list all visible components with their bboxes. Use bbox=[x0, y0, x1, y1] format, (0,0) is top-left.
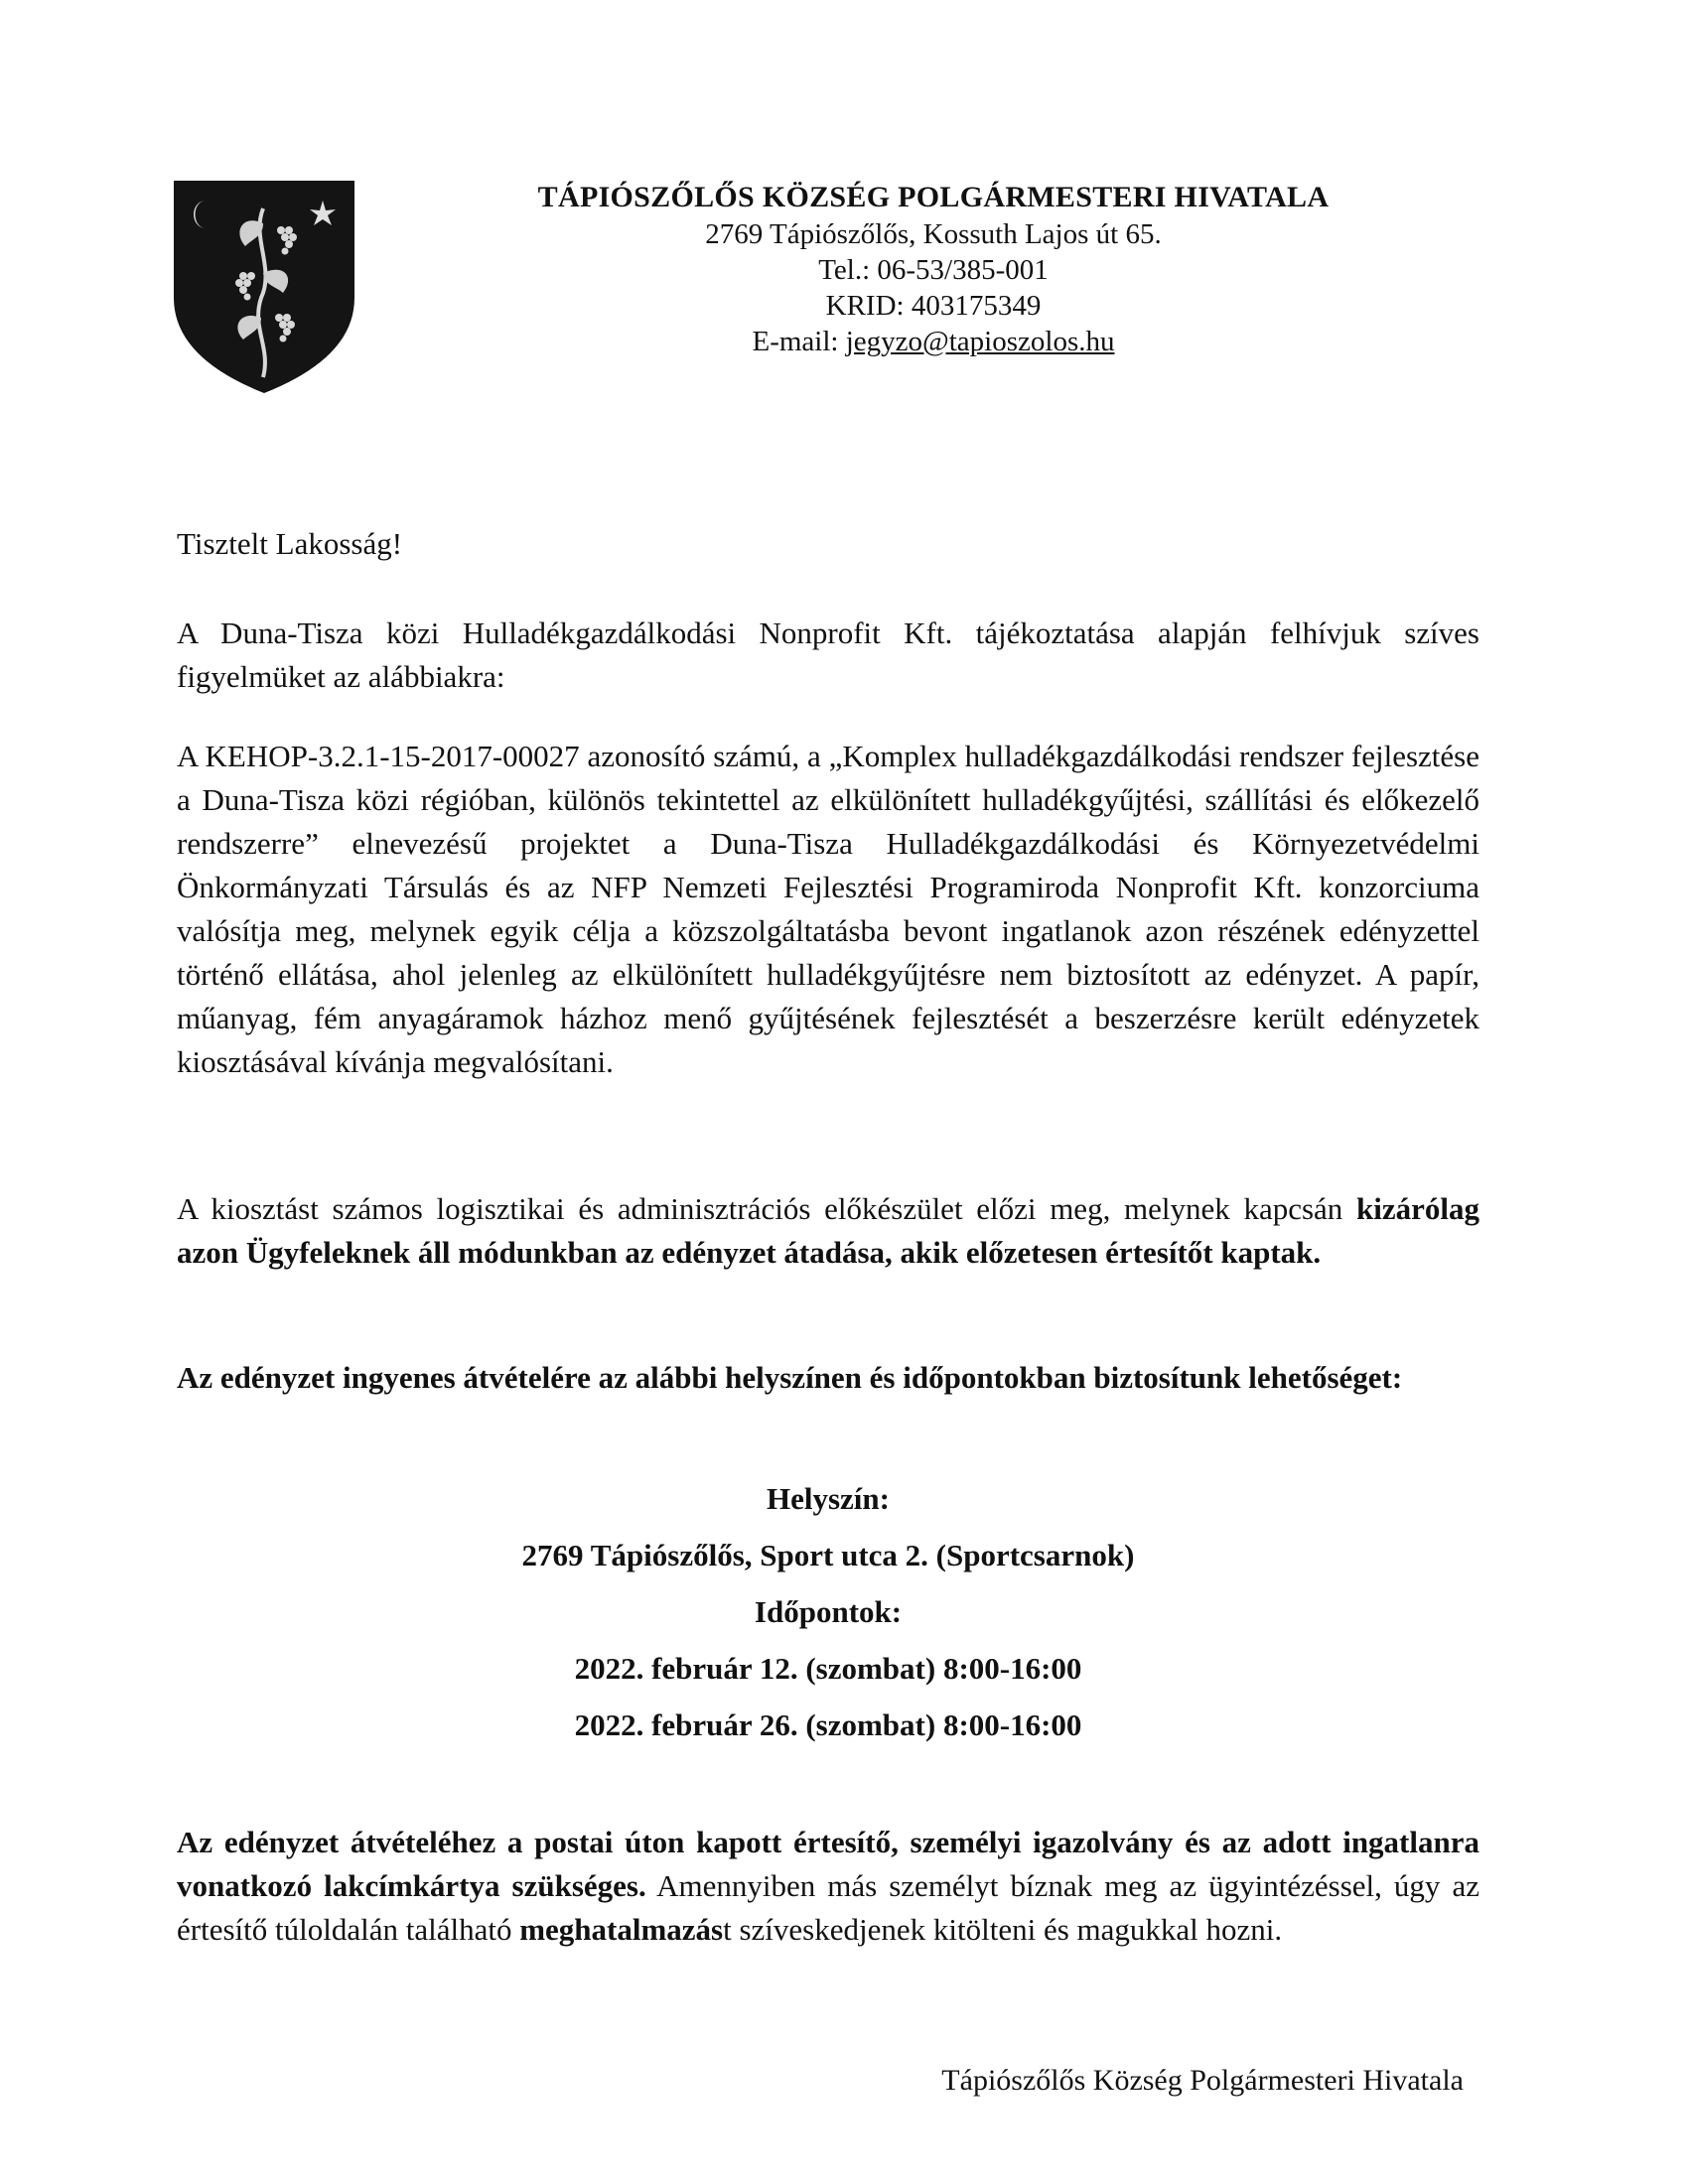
signature: Tápiószőlős Község Polgármesteri Hivatala bbox=[941, 2064, 1464, 2097]
requirements-bold-text: Az edényzet átvételéhez a postai úton kapott értesítő, személyi igazolvány és az adott ingatlanra vonatkozó lakcímkártya szükséges. bbox=[177, 1825, 1479, 1903]
location-address: 2769 Tápiószőlős, Sport utca 2. (Sportcsarnok) bbox=[521, 1538, 1135, 1572]
requirements-paragraph bbox=[177, 1821, 1479, 1952]
date-item: 2022. február 26. (szombat) 8:00-16:00 bbox=[574, 1707, 1082, 1742]
letterhead bbox=[437, 179, 1430, 359]
pickup-intro: Az edényzet ingyenes átvételére az alábbi helyszínen és időpontokban biztosítunk lehetőséget: bbox=[177, 1360, 1403, 1395]
location-block bbox=[177, 1477, 1479, 1760]
organization-phone: Tel.: 06-53/385-001 bbox=[818, 254, 1049, 286]
distribution-paragraph bbox=[177, 1187, 1479, 1275]
organization-krid: KRID: 403175349 bbox=[825, 290, 1042, 322]
organization-email-line bbox=[437, 324, 1430, 359]
requirements-bold-word: meghatalmazás bbox=[519, 1912, 724, 1947]
intro-paragraph: A Duna-Tisza közi Hulladékgazdálkodási Nonprofit Kft. tájékoztatása alapján felhívjuk szíves figyelmüket az alábbiakra: bbox=[177, 615, 1479, 694]
dates-label: Időpontok: bbox=[754, 1594, 903, 1629]
coat-of-arms-icon bbox=[172, 179, 356, 395]
requirements-end-text: t szíveskedjenek kitölteni és magukkal hozni. bbox=[723, 1912, 1283, 1947]
email-label: E-mail: bbox=[752, 326, 846, 357]
greeting: Tisztelt Lakosság! bbox=[177, 526, 403, 561]
project-paragraph: A KEHOP-3.2.1-15-2017-00027 azonosító számú, a „Komplex hulladékgazdálkodási rendszer fejlesztése a Duna-Tisza közi régióban, különös tekintettel az elkülönített hulladékgyűjtési, szállítási és előkezelő rendszerre” elnevezésű projektet a Duna-Tisza Hulladékgazdálkodási és Környezetvédelmi Önkormányzati Társulás és az NFP Nemzeti Fejlesztési Programiroda Nonprofit Kft. konzorciuma valósítja meg, melynek egyik célja a közszolgáltatásba bevont ingatlanok azon részének edényzettel történő ellátása, ahol jelenleg az elkülönített hulladékgyűjtésre nem biztosított az edényzet. A papír, műanyag, fém anyagáramok házhoz menő gyűjtésének fejlesztését a beszerzésre került edényzetek kiosztásával kívánja megvalósítani. bbox=[177, 739, 1479, 1079]
location-label: Helyszín: bbox=[767, 1481, 890, 1516]
distribution-text: A kiosztást számos logisztikai és adminisztrációs előkészület előzi meg, melynek kapcsán bbox=[177, 1191, 1356, 1226]
organization-address: 2769 Tápiószőlős, Kossuth Lajos út 65. bbox=[705, 218, 1162, 250]
email-link[interactable]: jegyzo@tapioszolos.hu bbox=[845, 326, 1115, 357]
organization-name: TÁPIÓSZŐLŐS KÖZSÉG POLGÁRMESTERI HIVATALA bbox=[537, 181, 1330, 213]
date-item: 2022. február 12. (szombat) 8:00-16:00 bbox=[574, 1651, 1082, 1686]
requirements-text: Amennyiben más személyt bíznak meg az ügyintézéssel, úgy az értesítő túloldalán található bbox=[177, 1868, 1479, 1947]
distribution-bold-text: kizárólag azon Ügyfeleknek áll módunkban az edényzet átadása, akik előzetesen értesítőt kaptak. bbox=[177, 1191, 1479, 1270]
